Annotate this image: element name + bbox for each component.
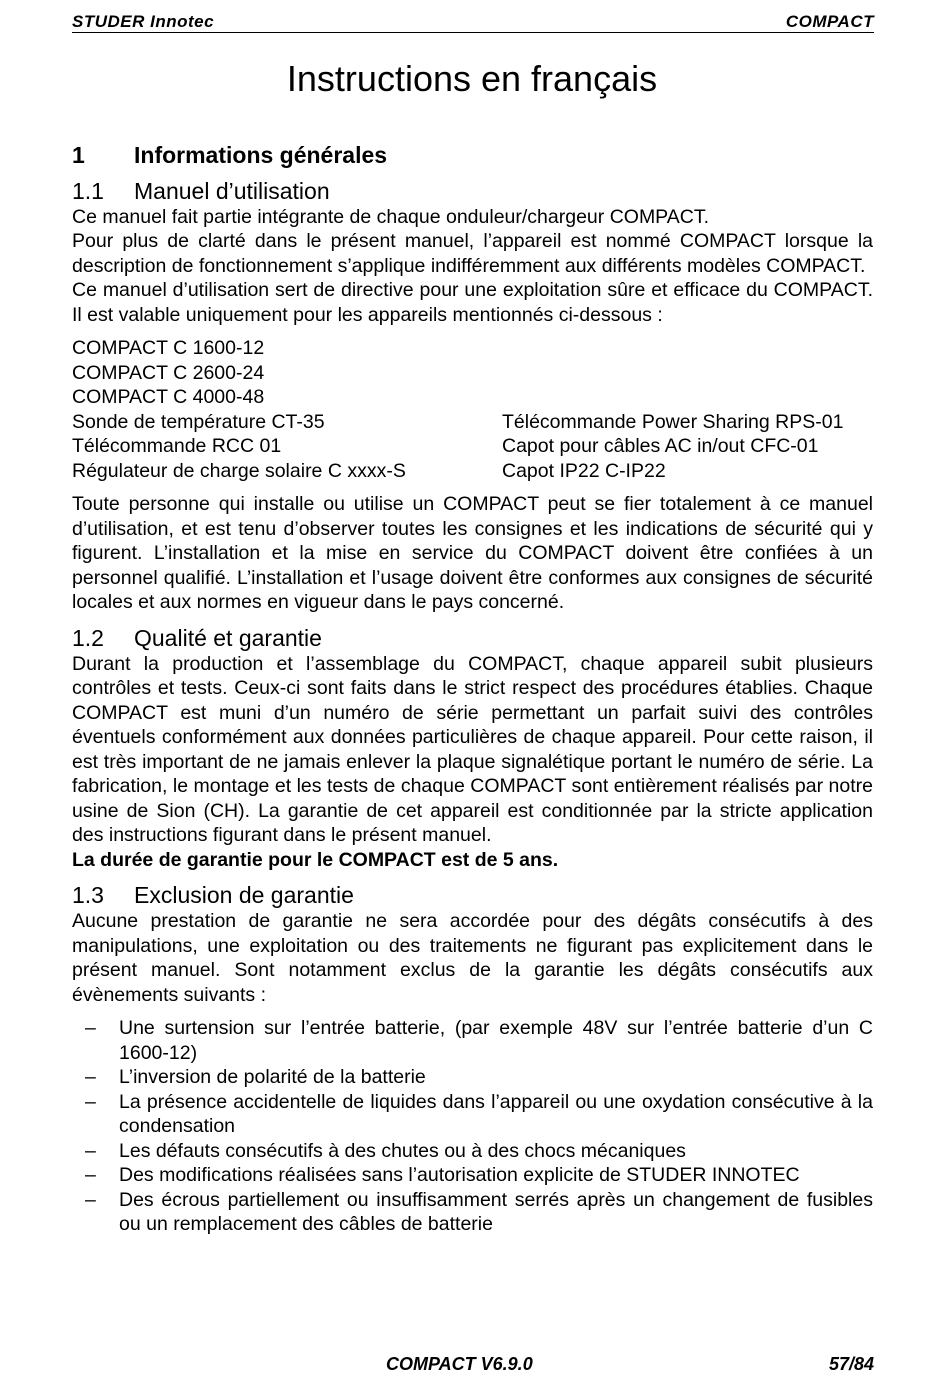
- dash-bullet: –: [85, 1164, 96, 1186]
- paragraph: Pour plus de clarté dans le présent manuel, l’appareil est nommé COMPACT lorsque la description de fonctionnement s’applique indifféremment aux différents modèles COMPACT.: [72, 230, 873, 277]
- dash-bullet: –: [85, 1090, 96, 1113]
- exclusion-list: [72, 1016, 873, 1237]
- model-left: COMPACT C 2600-24: [72, 361, 265, 384]
- list-item: [72, 1090, 873, 1139]
- document-body: [72, 143, 873, 1237]
- page-title: Instructions en français: [286, 58, 658, 99]
- header-product: COMPACT: [785, 12, 874, 31]
- section-number: 1: [72, 142, 85, 168]
- model-row: [72, 361, 873, 386]
- model-right: Télécommande Power Sharing RPS-01: [502, 410, 844, 433]
- model-row: [72, 459, 873, 484]
- model-left: Régulateur de charge solaire C xxxx-S: [72, 459, 406, 482]
- model-left: Télécommande RCC 01: [72, 435, 282, 457]
- model-row: [72, 410, 873, 435]
- page-number: 57/84: [828, 1354, 874, 1374]
- list-item-text: Des modifications réalisées sans l’autorisation explicite de STUDER INNOTEC: [119, 1164, 800, 1186]
- section-title: Qualité et garantie: [134, 624, 322, 651]
- model-right: Capot pour câbles AC in/out CFC-01: [502, 435, 819, 457]
- list-item-text: L’inversion de polarité de la batterie: [119, 1066, 426, 1088]
- dash-bullet: –: [85, 1017, 96, 1039]
- model-row: [72, 434, 873, 459]
- dash-bullet: –: [85, 1188, 96, 1211]
- list-item: [72, 1163, 873, 1188]
- paragraph: Ce manuel d’utilisation sert de directive pour une exploitation sûre et efficace du COMPACT. Il est valable uniquement pour les appareils mentionnés ci-dessous :: [72, 279, 873, 326]
- dash-bullet: –: [85, 1066, 96, 1088]
- model-row: [72, 385, 873, 410]
- paragraph: Toute personne qui installe ou utilise un COMPACT peut se fier totalement à ce manuel d’utilisation, et est tenu d’observer toutes les consignes et les indications de sécurité qui y figurent. L’installation et la mise en service du COMPACT doivent être confiées à un personnel qualifié. L’installation et l’usage doivent être conformes aux consignes de sécurité locales et aux normes en vigueur dans le pays concerné.: [72, 493, 873, 613]
- list-item: [72, 1188, 873, 1237]
- dash-bullet: –: [85, 1139, 96, 1162]
- list-item-text: Les défauts consécutifs à des chutes ou à des chocs mécaniques: [119, 1139, 686, 1162]
- header-brand: STUDER Innotec: [72, 12, 215, 31]
- list-item-text: Des écrous partiellement ou insuffisamment serrés après un changement de fusibles ou un remplacement des câbles de batterie: [119, 1188, 873, 1235]
- model-right: Capot IP22 C-IP22: [502, 459, 666, 482]
- model-left: Sonde de température CT-35: [72, 410, 325, 433]
- section-1-2-heading: [72, 624, 873, 652]
- page-header: [72, 12, 874, 33]
- list-item-text: Une surtension sur l’entrée batterie, (par exemple 48V sur l’entrée batterie d’un C 1600-12): [119, 1017, 873, 1064]
- model-left: COMPACT C 1600-12: [72, 337, 265, 359]
- section-number: 1.3: [72, 882, 104, 908]
- list-item-text: La présence accidentelle de liquides dans l’appareil ou une oxydation consécutive à la condensation: [119, 1090, 873, 1137]
- section-title: Manuel d’utilisation: [134, 177, 330, 204]
- model-row: [72, 336, 873, 361]
- section-number: 1.2: [72, 624, 104, 651]
- section-1-3-heading: [72, 881, 873, 909]
- paragraph: Ce manuel fait partie intégrante de chaque onduleur/chargeur COMPACT.: [72, 205, 709, 228]
- list-item: [72, 1065, 873, 1090]
- model-list: [72, 336, 873, 483]
- warranty-duration: La durée de garantie pour le COMPACT est de 5 ans.: [72, 848, 559, 871]
- section-number: 1.1: [72, 177, 104, 204]
- model-left: COMPACT C 4000-48: [72, 386, 265, 408]
- section-1-heading: [72, 143, 873, 168]
- list-item: [72, 1139, 873, 1164]
- paragraph: Durant la production et l’assemblage du COMPACT, chaque appareil subit plusieurs contrôles et tests. Ceux-ci sont faits dans le strict respect des procédures établies. Chaque COMPACT est muni d’un numéro de série permettant un parfait suivi des contrôles éventuels conformément aux données particulières de chaque appareil. Pour cette raison, il est très important de ne jamais enlever la plaque signalétique portant le numéro de série. La fabrication, le montage et les tests de chaque COMPACT sont entièrement réalisés par notre usine de Sion (CH). La garantie de cet appareil est conditionnée par la stricte application des instructions figurant dans le présent manuel.: [72, 652, 873, 846]
- section-1-1-heading: [72, 177, 873, 205]
- section-title: Informations générales: [134, 142, 388, 168]
- footer-version: COMPACT V6.9.0: [386, 1354, 533, 1374]
- list-item: [72, 1016, 873, 1065]
- paragraph: Aucune prestation de garantie ne sera accordée pour des dégâts consécutifs à des manipulations, une exploitation ou des traitements ne figurant pas explicitement dans le présent manuel. Sont notamment exclus de la garantie les dégâts consécutifs aux évènements suivants :: [72, 910, 873, 1006]
- section-title: Exclusion de garantie: [134, 882, 354, 908]
